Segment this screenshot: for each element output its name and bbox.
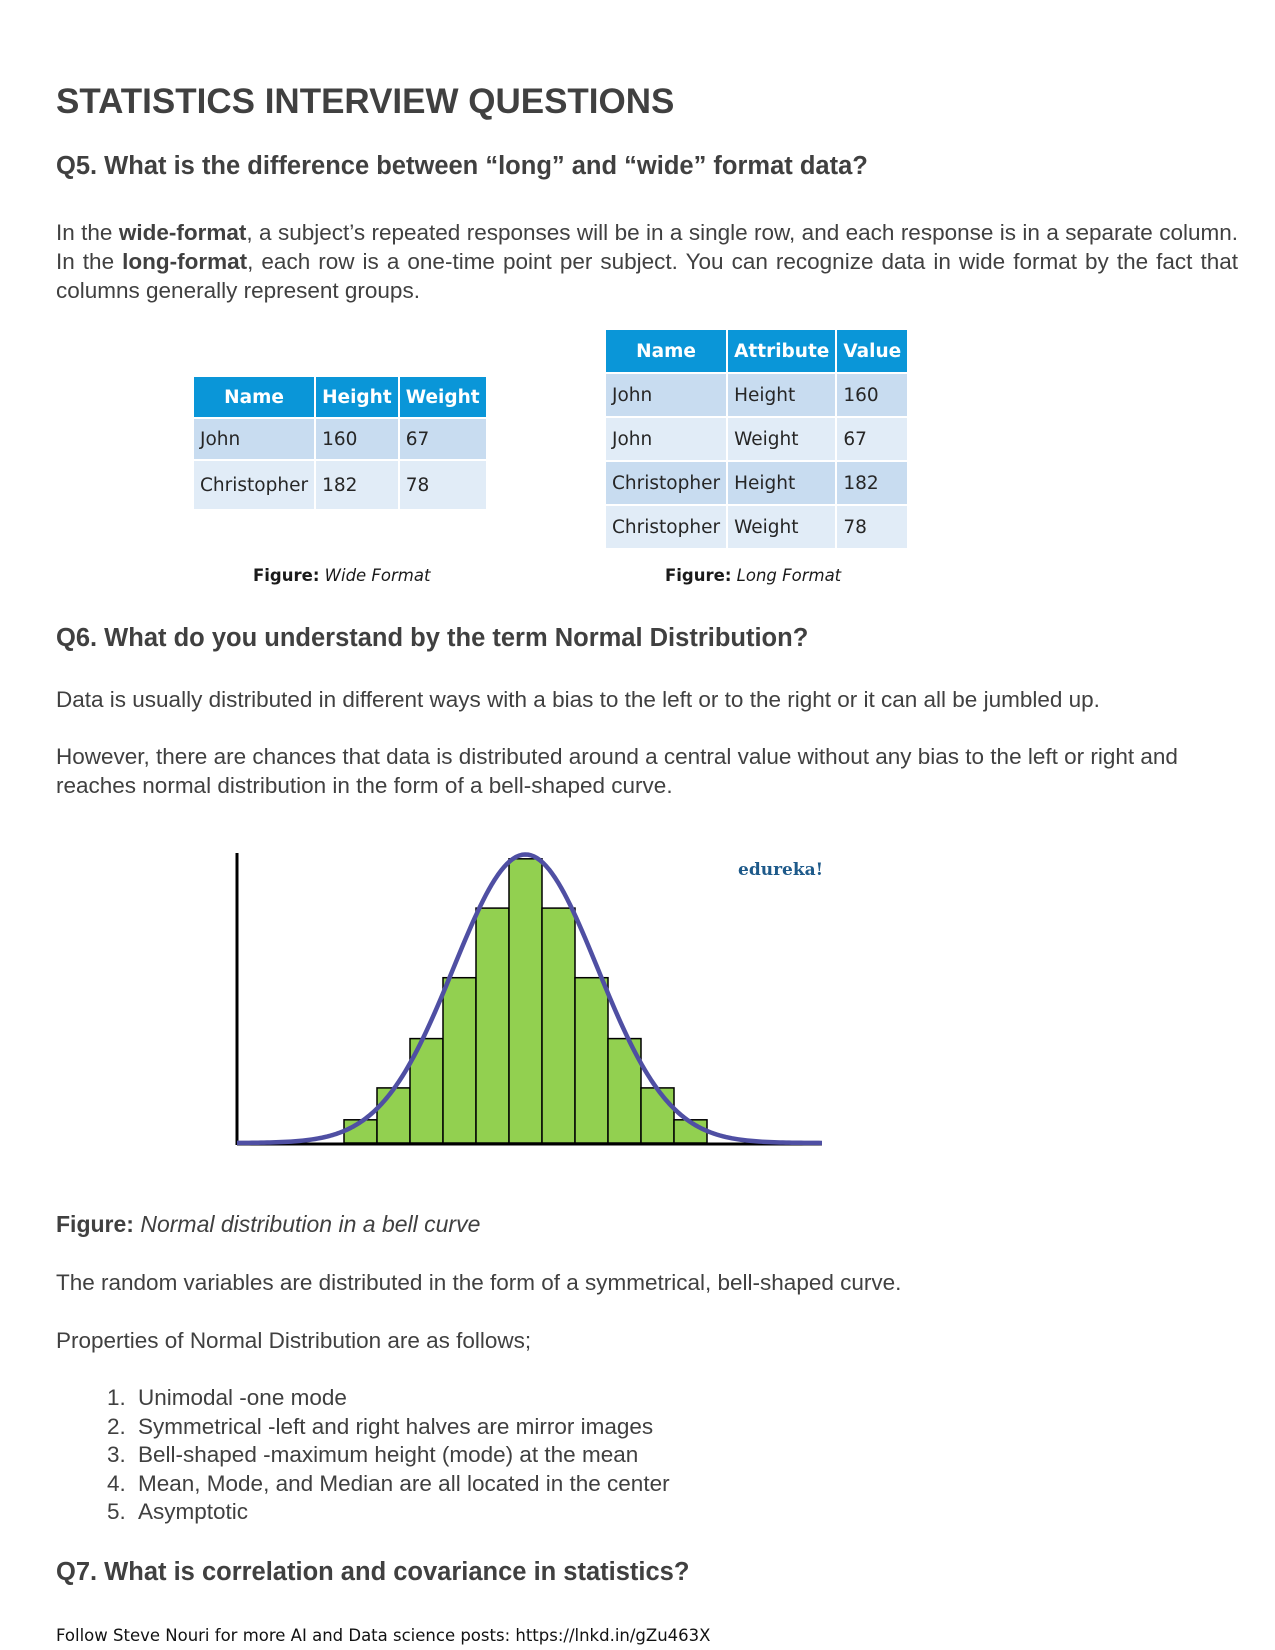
table-row [194, 461, 486, 509]
table-cell: 67 [837, 418, 907, 460]
caption-text: Wide Format [319, 566, 431, 585]
table-header: Weight [400, 377, 486, 417]
q6-paragraph-4: Properties of Normal Distribution are as follows; [56, 1328, 532, 1353]
list-item: 5. Asymptotic [132, 1498, 670, 1527]
table-cell: Weight [728, 506, 835, 548]
table-row [194, 419, 486, 459]
table-cell: Christopher [606, 462, 726, 504]
q5-heading: Q5. What is the difference between “long” and “wide” format data? [56, 152, 868, 180]
long-format-table [604, 328, 909, 550]
long-format-caption [665, 566, 841, 585]
table-cell: John [606, 418, 726, 460]
table-cell: 78 [400, 461, 486, 509]
caption-label: Figure: [56, 1211, 134, 1237]
histogram-bar [509, 859, 542, 1143]
histogram-bar [542, 908, 575, 1143]
table-header: Attribute [728, 330, 835, 372]
table-cell: Christopher [194, 461, 314, 509]
table-cell: John [606, 374, 726, 416]
bell-curve-caption [56, 1211, 480, 1238]
q6-heading: Q6. What do you understand by the term Normal Distribution? [56, 624, 809, 652]
table-cell: Height [728, 374, 835, 416]
table-header: Height [316, 377, 398, 417]
table-row [606, 506, 907, 548]
list-item: 2. Symmetrical -left and right halves are mirror images [132, 1413, 670, 1442]
q6-paragraph-3: The random variables are distributed in the form of a symmetrical, bell-shaped curve. [56, 1270, 902, 1295]
caption-text: Long Format [731, 566, 842, 585]
histogram-bar [377, 1088, 410, 1143]
q5-text-2: , a subject’s repeated responses will be in a single row, and each response is in a separate column. In the [56, 220, 1239, 274]
list-item: 4. Mean, Mode, and Median are all located in the center [132, 1470, 670, 1499]
wide-format-table [192, 375, 488, 511]
table-cell: 67 [400, 419, 486, 459]
table-header-row [606, 330, 907, 372]
wide-format-caption [253, 566, 430, 585]
table-header: Name [194, 377, 314, 417]
properties-list [56, 1384, 670, 1527]
table-row [606, 418, 907, 460]
table-cell: Weight [728, 418, 835, 460]
histogram-bar [476, 908, 509, 1143]
q6-paragraph-1: Data is usually distributed in different ways with a bias to the left or to the right or it can all be jumbled up. [56, 687, 1100, 712]
table-cell: John [194, 419, 314, 459]
q7-heading: Q7. What is correlation and covariance in statistics? [56, 1558, 690, 1586]
table-cell: 182 [837, 462, 907, 504]
table-cell: 160 [837, 374, 907, 416]
q5-bold-long: long-format [122, 249, 248, 274]
normal-distribution-chart [230, 845, 830, 1150]
list-item: 1. Unimodal -one mode [132, 1384, 670, 1413]
list-item: 3. Bell-shaped -maximum height (mode) at the mean [132, 1441, 670, 1470]
caption-text: Normal distribution in a bell curve [133, 1211, 481, 1237]
page-title: STATISTICS INTERVIEW QUESTIONS [56, 82, 675, 121]
table-header-row [194, 377, 486, 417]
table-header: Value [837, 330, 907, 372]
q5-text-1: In the [56, 220, 119, 245]
table-header: Name [606, 330, 726, 372]
caption-label: Figure: [665, 566, 732, 585]
q5-paragraph [56, 218, 1238, 305]
table-row [606, 462, 907, 504]
q5-bold-wide: wide-format [118, 220, 247, 245]
table-cell: 78 [837, 506, 907, 548]
table-cell: Christopher [606, 506, 726, 548]
footer-text: Follow Steve Nouri for more AI and Data science posts: https://lnkd.in/gZu463X [56, 1626, 711, 1645]
table-cell: 182 [316, 461, 398, 509]
edureka-logo: edureka! [738, 860, 824, 880]
histogram-bar [575, 978, 608, 1143]
histogram-bar [443, 978, 476, 1143]
caption-label: Figure: [253, 566, 320, 585]
table-cell: Height [728, 462, 835, 504]
histogram-bars [344, 859, 707, 1143]
q5-text-3: , each row is a one-time point per subject. You can recognize data in wide format by the fact that columns generally represent groups. [56, 249, 1238, 303]
q6-paragraph-2: However, there are chances that data is distributed around a central value without any bias to the left or right and reaches normal distribution in the form of a bell-shaped curve. [56, 744, 1178, 798]
table-row [606, 374, 907, 416]
histogram-bar [641, 1088, 674, 1143]
table-cell: 160 [316, 419, 398, 459]
